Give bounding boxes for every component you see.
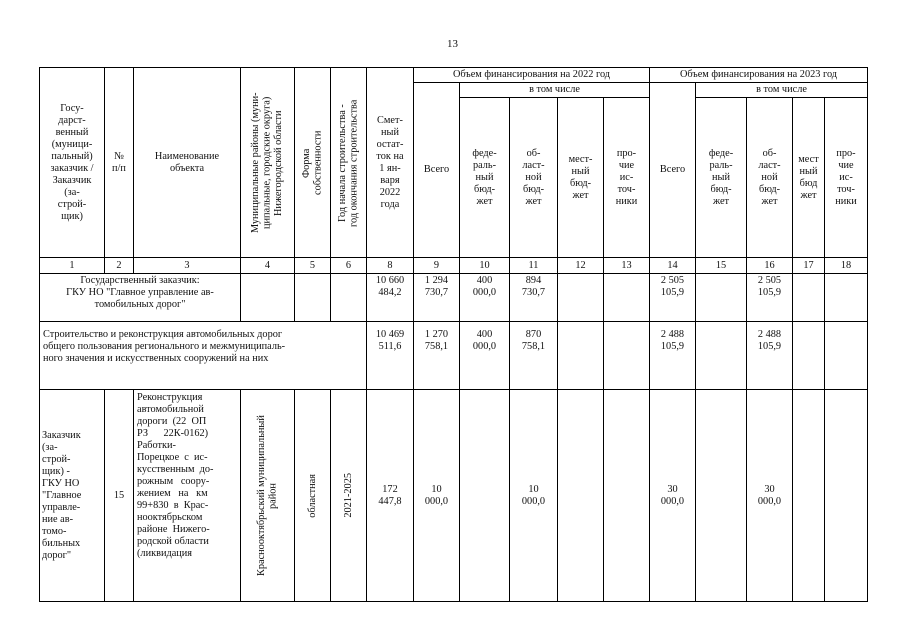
regional-2023-value: 30 000,0	[747, 390, 793, 602]
total-2023-value: 30 000,0	[650, 390, 696, 602]
estimate-value: 172 447,8	[367, 390, 414, 602]
object-customer: Заказчик (за- строй- щик) - ГКУ НО "Главное управле- ние ав- томо- бильных дорог"	[40, 390, 105, 602]
object-ownership: областная	[295, 390, 331, 602]
header-incl-2023: в том числе	[696, 83, 868, 98]
header-local-2022: мест- ный бюд- жет	[558, 98, 604, 258]
col-number: 18	[825, 258, 868, 274]
empty-cell	[825, 274, 868, 322]
regional-2023-value: 2 488 105,9	[747, 322, 793, 390]
object-district: Краснооктябрьский муниципальный район	[241, 390, 295, 602]
total-2022-value: 1 294 730,7	[414, 274, 460, 322]
empty-cell	[825, 322, 868, 390]
header-local-2023: мест ный бюд жет	[793, 98, 825, 258]
col-number: 1	[40, 258, 105, 274]
object-name: Реконструкция автомобильной дороги (22 ОП РЗ 22К-0162) Работки- Порецкое с ис- кусственным до- рожным соору- жением на км 99+830 в Крас- нооктябрьском районе Нижего- родской области (ликвидация	[134, 390, 241, 602]
col-number: 8	[367, 258, 414, 274]
header-object-name: Наименование объекта	[134, 68, 241, 258]
empty-cell	[696, 274, 747, 322]
col-number: 5	[295, 258, 331, 274]
empty-cell	[793, 390, 825, 602]
header-federal-2022: феде- раль- ный бюд- жет	[460, 98, 510, 258]
header-total-2023: Всего	[650, 83, 696, 258]
total-2023-value: 2 488 105,9	[650, 322, 696, 390]
program-label: Строительство и реконструкция автомобильных дорог общего пользования регионального и межмуниципаль- ного значения и искусственных сооружений на них	[40, 322, 367, 390]
col-number: 10	[460, 258, 510, 274]
empty-cell	[295, 274, 331, 322]
total-2023-value: 2 505 105,9	[650, 274, 696, 322]
estimate-value: 10 469 511,6	[367, 322, 414, 390]
header-estimate: Смет- ный остат- ток на 1 ян- варя 2022 года	[367, 68, 414, 258]
empty-cell	[331, 274, 367, 322]
header-other-2023: про- чие ис- точ- ники	[825, 98, 868, 258]
object-row	[40, 390, 868, 602]
col-number: 16	[747, 258, 793, 274]
federal-2022-value: 400 000,0	[460, 274, 510, 322]
regional-2022-value: 10 000,0	[510, 390, 558, 602]
customer-label: Государственный заказчик: ГКУ НО "Главное управление ав- томобильных дорог"	[40, 274, 241, 322]
col-number: 3	[134, 258, 241, 274]
regional-2022-value: 894 730,7	[510, 274, 558, 322]
empty-cell	[696, 322, 747, 390]
regional-2022-value: 870 758,1	[510, 322, 558, 390]
col-number: 6	[331, 258, 367, 274]
empty-cell	[696, 390, 747, 602]
program-row	[40, 322, 868, 390]
empty-cell	[558, 390, 604, 602]
header-regional-2023: об- ласт- ной бюд- жет	[747, 98, 793, 258]
object-number: 15	[105, 390, 134, 602]
empty-cell	[604, 274, 650, 322]
column-numbers-row	[40, 258, 868, 274]
empty-cell	[604, 390, 650, 602]
regional-2023-value: 2 505 105,9	[747, 274, 793, 322]
customer-row	[40, 274, 868, 322]
header-incl-2022: в том числе	[460, 83, 650, 98]
col-number: 2	[105, 258, 134, 274]
financing-table	[39, 67, 868, 602]
col-number: 12	[558, 258, 604, 274]
page-number: 13	[447, 38, 458, 50]
col-number: 15	[696, 258, 747, 274]
header-fin-2022: Объем финансирования на 2022 год	[414, 68, 650, 83]
empty-cell	[825, 390, 868, 602]
empty-cell	[241, 274, 295, 322]
empty-cell	[604, 322, 650, 390]
col-number: 14	[650, 258, 696, 274]
empty-cell	[793, 322, 825, 390]
empty-cell	[793, 274, 825, 322]
header-federal-2023: феде- раль- ный бюд- жет	[696, 98, 747, 258]
col-number: 4	[241, 258, 295, 274]
empty-cell	[558, 322, 604, 390]
col-number: 11	[510, 258, 558, 274]
total-2022-value: 10 000,0	[414, 390, 460, 602]
header-customer: Госу- дарст- венный (муници- пальный) заказчик / Заказчик (за- строй- щик)	[40, 68, 105, 258]
header-other-2022: про- чие ис- точ- ники	[604, 98, 650, 258]
header-districts: Муниципальные районы (муни- ципальные, городские округа) Нижегородской области	[241, 68, 295, 258]
header-regional-2022: об- ласт- ной бюд- жет	[510, 98, 558, 258]
estimate-value: 10 660 484,2	[367, 274, 414, 322]
header-total-2022: Всего	[414, 83, 460, 258]
empty-cell	[558, 274, 604, 322]
col-number: 13	[604, 258, 650, 274]
col-number: 17	[793, 258, 825, 274]
header-num: № п/п	[105, 68, 134, 258]
federal-2022-value: 400 000,0	[460, 322, 510, 390]
col-number: 9	[414, 258, 460, 274]
object-years: 2021-2025	[331, 390, 367, 602]
empty-cell	[460, 390, 510, 602]
total-2022-value: 1 270 758,1	[414, 322, 460, 390]
header-years: Год начала строительства - год окончания строительства	[331, 68, 367, 258]
header-fin-2023: Объем финансирования на 2023 год	[650, 68, 868, 83]
header-ownership: Форма собственности	[295, 68, 331, 258]
